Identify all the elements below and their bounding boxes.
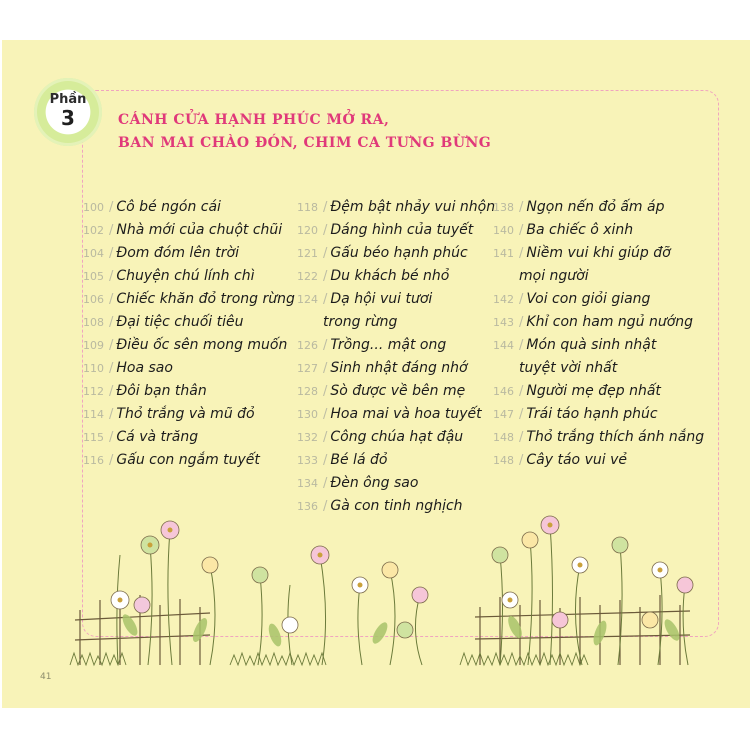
toc-title: Sinh nhật đáng nhớ bbox=[330, 360, 468, 376]
toc-page-number: 141 bbox=[493, 247, 514, 260]
toc-title-continuation: tuyệt vời nhất bbox=[519, 360, 618, 376]
toc-separator: / bbox=[519, 223, 524, 238]
toc-title: Khỉ con ham ngủ nướng bbox=[526, 314, 694, 330]
toc-title: Đèn ông sao bbox=[330, 475, 419, 491]
toc-page-number: 116 bbox=[83, 454, 104, 467]
toc-title: Người mẹ đẹp nhất bbox=[526, 383, 661, 399]
toc-entry[interactable] bbox=[484, 242, 700, 265]
toc-entry[interactable] bbox=[484, 288, 700, 311]
toc-page-number: 106 bbox=[83, 293, 104, 306]
toc-title: Cá và trăng bbox=[116, 429, 199, 445]
toc-separator: / bbox=[109, 246, 114, 261]
toc-title: Đệm bật nhảy vui nhộn bbox=[330, 199, 496, 215]
toc-page-number: 143 bbox=[493, 316, 514, 329]
toc-entry[interactable] bbox=[288, 219, 486, 242]
toc-separator: / bbox=[519, 315, 524, 330]
toc-page-number: 130 bbox=[297, 408, 318, 421]
toc-entry[interactable] bbox=[288, 242, 486, 265]
toc-page-number: 120 bbox=[297, 224, 318, 237]
toc-page-number: 148 bbox=[493, 431, 514, 444]
flower-garden-illustration bbox=[60, 515, 710, 675]
toc-separator: / bbox=[519, 338, 524, 353]
toc-entry[interactable] bbox=[484, 219, 700, 242]
section-number: 3 bbox=[61, 106, 75, 130]
toc-page-number: 138 bbox=[493, 201, 514, 214]
toc-separator: / bbox=[519, 453, 524, 468]
toc-page-number: 105 bbox=[83, 270, 104, 283]
toc-title: Món quà sinh nhật bbox=[526, 337, 657, 353]
toc-entry[interactable] bbox=[74, 380, 286, 403]
toc-page-number: 114 bbox=[83, 408, 104, 421]
toc-title: Gấu béo hạnh phúc bbox=[330, 245, 468, 261]
toc-page-number: 146 bbox=[493, 385, 514, 398]
toc-entry[interactable] bbox=[288, 472, 486, 495]
toc-page-number: 112 bbox=[83, 385, 104, 398]
toc-title: Cây táo vui vẻ bbox=[526, 452, 627, 468]
toc-title: Trồng... mật ong bbox=[330, 337, 447, 353]
toc-entry[interactable] bbox=[288, 357, 486, 380]
toc-entry[interactable] bbox=[74, 311, 286, 334]
toc-entry[interactable] bbox=[74, 403, 286, 426]
toc-separator: / bbox=[109, 200, 114, 215]
toc-title: Dáng hình của tuyết bbox=[330, 222, 474, 238]
toc-separator: / bbox=[323, 476, 328, 491]
toc-separator: / bbox=[323, 292, 328, 307]
toc-separator: / bbox=[323, 269, 328, 284]
toc-separator: / bbox=[323, 246, 328, 261]
toc-title-continuation: trong rừng bbox=[323, 314, 398, 330]
toc-separator: / bbox=[519, 430, 524, 445]
toc-title-continuation: mọi người bbox=[519, 268, 589, 284]
toc-page-number: 126 bbox=[297, 339, 318, 352]
toc-separator: / bbox=[109, 407, 114, 422]
toc-entry[interactable] bbox=[74, 288, 295, 311]
toc-title: Cô bé ngón cái bbox=[116, 199, 221, 215]
toc-title: Điều ốc sên mong muốn bbox=[116, 337, 288, 353]
section-title-line-2: BAN MAI CHÀO ĐÓN, CHIM CA TƯNG BỪNG bbox=[118, 135, 492, 151]
toc-title: Hoa mai và hoa tuyết bbox=[330, 406, 482, 422]
toc-page-number: 102 bbox=[83, 224, 104, 237]
toc-separator: / bbox=[323, 361, 328, 376]
toc-title: Gà con tinh nghịch bbox=[330, 498, 463, 514]
toc-title: Thỏ trắng và mũ đỏ bbox=[116, 406, 255, 422]
toc-title: Niềm vui khi giúp đỡ bbox=[526, 245, 671, 261]
toc-entry[interactable] bbox=[288, 334, 486, 357]
toc-column-1 bbox=[74, 196, 295, 472]
toc-page-number: 110 bbox=[83, 362, 104, 375]
toc-page-number: 128 bbox=[297, 385, 318, 398]
toc-separator: / bbox=[323, 499, 328, 514]
toc-title: Dạ hội vui tươi bbox=[330, 291, 433, 307]
toc-separator: / bbox=[519, 246, 524, 261]
toc-entry[interactable] bbox=[288, 265, 486, 288]
toc-separator: / bbox=[323, 453, 328, 468]
toc-entry[interactable] bbox=[74, 357, 286, 380]
section-title-line-1: CÁNH CỬA HẠNH PHÚC MỞ RA, bbox=[118, 112, 390, 128]
toc-separator: / bbox=[109, 223, 114, 238]
toc-page-number: 133 bbox=[297, 454, 318, 467]
toc-entry[interactable] bbox=[484, 334, 700, 357]
toc-title: Sò được về bên mẹ bbox=[330, 383, 466, 399]
toc-page-number: 100 bbox=[83, 201, 104, 214]
toc-separator: / bbox=[323, 223, 328, 238]
toc-separator: / bbox=[519, 384, 524, 399]
toc-title: Thỏ trắng thích ánh nắng bbox=[526, 429, 705, 445]
toc-page-number: 122 bbox=[297, 270, 318, 283]
toc-separator: / bbox=[323, 384, 328, 399]
toc-entry[interactable] bbox=[74, 426, 286, 449]
toc-separator: / bbox=[109, 430, 114, 445]
toc-entry[interactable] bbox=[74, 449, 286, 472]
page-number: 41 bbox=[40, 672, 52, 682]
toc-entry[interactable] bbox=[288, 403, 486, 426]
toc-separator: / bbox=[323, 338, 328, 353]
toc-title: Đom đóm lên trời bbox=[116, 245, 239, 261]
toc-entry[interactable] bbox=[74, 265, 286, 288]
toc-entry[interactable] bbox=[484, 196, 700, 219]
toc-separator: / bbox=[323, 200, 328, 215]
toc-page-number: 148 bbox=[493, 454, 514, 467]
toc-separator: / bbox=[323, 407, 328, 422]
toc-title: Voi con giỏi giang bbox=[526, 291, 651, 307]
toc-page-number: 104 bbox=[83, 247, 104, 260]
toc-page-number: 121 bbox=[297, 247, 318, 260]
toc-separator: / bbox=[109, 269, 114, 284]
toc-entry[interactable] bbox=[74, 219, 286, 242]
toc-entry[interactable] bbox=[484, 403, 700, 426]
section-label: Phần bbox=[49, 92, 87, 107]
toc-title: Bé lá đỏ bbox=[330, 452, 388, 468]
toc-entry[interactable] bbox=[74, 242, 286, 265]
toc-entry[interactable] bbox=[74, 334, 286, 357]
toc-title: Ba chiếc ô xinh bbox=[526, 222, 634, 238]
toc-title: Trái táo hạnh phúc bbox=[526, 406, 658, 422]
toc-separator: / bbox=[519, 407, 524, 422]
toc-title: Chuyện chú lính chì bbox=[116, 268, 255, 284]
toc-separator: / bbox=[323, 430, 328, 445]
toc-title: Công chúa hạt đậu bbox=[330, 429, 464, 445]
toc-page-number: 136 bbox=[297, 500, 318, 513]
toc-page-number: 124 bbox=[297, 293, 318, 306]
toc-separator: / bbox=[519, 200, 524, 215]
toc-column-3 bbox=[484, 196, 705, 472]
toc-separator: / bbox=[109, 292, 114, 307]
toc-page-number: 144 bbox=[493, 339, 514, 352]
toc-entry[interactable] bbox=[484, 380, 700, 403]
toc-title: Hoa sao bbox=[116, 360, 173, 376]
toc-page-number: 127 bbox=[297, 362, 318, 375]
toc-entry[interactable] bbox=[484, 426, 705, 449]
toc-separator: / bbox=[109, 315, 114, 330]
toc-entry[interactable] bbox=[288, 449, 486, 472]
toc-title: Ngọn nến đỏ ấm áp bbox=[526, 199, 665, 215]
toc-page-number: 132 bbox=[297, 431, 318, 444]
toc-entry[interactable] bbox=[288, 288, 486, 311]
toc-column-2 bbox=[288, 196, 496, 518]
toc-entry[interactable] bbox=[288, 196, 496, 219]
toc-page-number: 115 bbox=[83, 431, 104, 444]
toc-page-number: 142 bbox=[493, 293, 514, 306]
toc-title: Đôi bạn thân bbox=[116, 383, 207, 399]
toc-separator: / bbox=[109, 384, 114, 399]
toc-title: Đại tiệc chuối tiêu bbox=[116, 314, 244, 330]
toc-entry[interactable] bbox=[484, 311, 700, 334]
toc-title: Chiếc khăn đỏ trong rừng bbox=[116, 291, 295, 307]
toc-entry[interactable] bbox=[74, 196, 286, 219]
toc-title: Nhà mới của chuột chũi bbox=[116, 222, 283, 238]
toc-title: Du khách bé nhỏ bbox=[330, 268, 450, 284]
toc-title: Gấu con ngắm tuyết bbox=[116, 452, 260, 468]
section-badge bbox=[34, 78, 102, 146]
toc-page-number: 109 bbox=[83, 339, 104, 352]
toc-separator: / bbox=[519, 292, 524, 307]
toc-page-number: 147 bbox=[493, 408, 514, 421]
toc-page-number: 108 bbox=[83, 316, 104, 329]
toc-entry[interactable] bbox=[288, 426, 486, 449]
toc-page-number: 118 bbox=[297, 201, 318, 214]
toc-page-number: 134 bbox=[297, 477, 318, 490]
toc-entry[interactable] bbox=[484, 449, 700, 472]
toc-entry[interactable] bbox=[288, 380, 486, 403]
toc-page-number: 140 bbox=[493, 224, 514, 237]
toc-separator: / bbox=[109, 453, 114, 468]
toc-separator: / bbox=[109, 361, 114, 376]
toc-separator: / bbox=[109, 338, 114, 353]
